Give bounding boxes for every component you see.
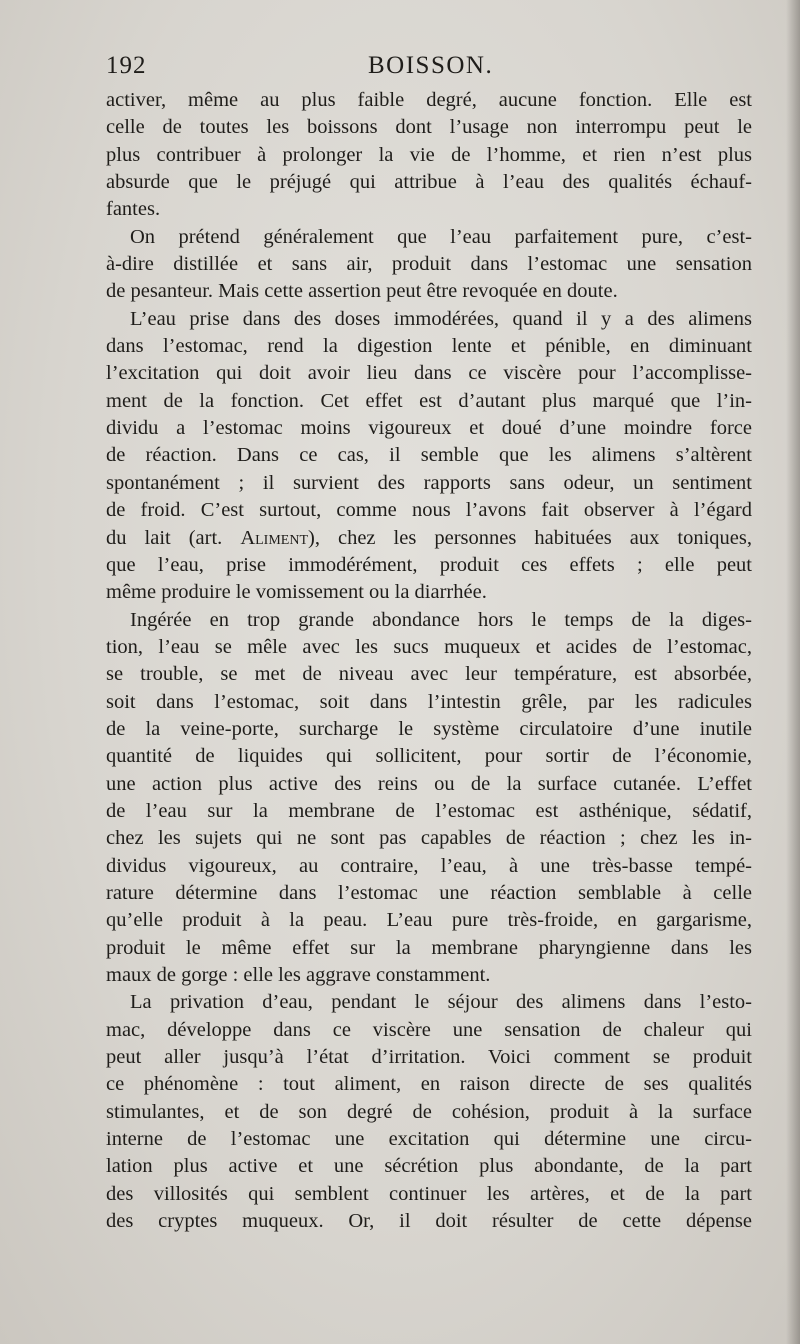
text-segment: stimulantes, et de son degré de cohésion, produit à la surface [106, 1100, 752, 1123]
article-reference: Aliment [240, 526, 309, 549]
text-segment: dividus vigoureux, au contraire, l’eau, à une très-basse tempé- [106, 854, 752, 877]
text-line [106, 251, 752, 278]
text-segment: soit dans l’estomac, soit dans l’intestin grêle, par les radicules [106, 690, 752, 713]
text-segment: peut aller jusqu’à l’état d’irritation. Voici comment se produit [106, 1046, 752, 1069]
text-line [106, 935, 752, 962]
text-segment: quantité de liquides qui sollicitent, pour sortir de l’économie, [106, 745, 752, 768]
text-segment: chez les sujets qui ne sont pas capables de réaction ; chez les in- [106, 827, 752, 850]
text-line [106, 1181, 752, 1208]
text-segment: tion, l’eau se mêle avec les sucs muqueux et acides de l’estomac, [106, 635, 752, 658]
text-line [106, 470, 752, 497]
text-line [106, 607, 752, 634]
text-line [106, 306, 752, 333]
text-segment: produit le même effet sur la membrane pharyngienne dans les [106, 936, 752, 959]
text-segment: l’excitation qui doit avoir lieu dans ce viscère pour l’accomplisse- [106, 362, 752, 385]
text-line [106, 1153, 752, 1180]
text-segment: L’eau prise dans des doses immodérées, quand il y a des alimens [130, 307, 752, 330]
text-line [106, 825, 752, 852]
text-line [106, 661, 752, 688]
text-segment: ment de la fonction. Cet effet est d’autant plus marqué que l’in- [106, 389, 752, 412]
text-line [106, 497, 752, 524]
text-segment: dividu a l’estomac moins vigoureux et doué d’une moindre force [106, 417, 752, 440]
text-segment: rature détermine dans l’estomac une réaction semblable à celle [106, 881, 752, 904]
text-segment: plus contribuer à prolonger la vie de l’homme, et rien n’est plus [106, 143, 752, 166]
text-segment: à-dire distillée et sans air, produit dans l’estomac une sensation [106, 253, 752, 276]
body-text [106, 87, 752, 1235]
text-segment: lation plus active et une sécrétion plus abondante, de la part [106, 1155, 752, 1178]
text-line [106, 798, 752, 825]
text-segment: une action plus active des reins ou de la surface cutanée. L’effet [106, 772, 752, 795]
text-line [106, 552, 752, 579]
text-line [106, 689, 752, 716]
text-segment: activer, même au plus faible degré, aucune fonction. Elle est [106, 89, 752, 111]
page-header [106, 52, 752, 86]
text-line [106, 1071, 752, 1098]
text-line [106, 114, 752, 141]
text-line [106, 169, 752, 196]
text-line [106, 989, 752, 1016]
text-line [106, 142, 752, 169]
text-line [106, 415, 752, 442]
text-line [106, 1044, 752, 1071]
text-line [106, 442, 752, 469]
text-line [106, 360, 752, 387]
text-segment: de la veine-porte, surcharge le système circulatoire d’une inutile [106, 717, 752, 740]
text-line [106, 388, 752, 415]
text-line [106, 1099, 752, 1126]
text-segment: que l’eau, prise immodérément, produit ces effets ; elle peut [106, 553, 752, 576]
text-segment: ), chez les personnes habituées aux toniques, [308, 526, 752, 549]
text-segment: du lait (art. [106, 526, 241, 549]
text-segment: Ingérée en trop grande abondance hors le temps de la diges- [130, 608, 752, 631]
text-line [106, 333, 752, 360]
text-line [106, 1208, 752, 1235]
text-segment: même produire le vomissement ou la diarrhée. [106, 581, 487, 604]
text-line [106, 1126, 752, 1153]
text-segment: fantes. [106, 198, 161, 221]
text-segment: de pesanteur. Mais cette assertion peut être revoquée en doute. [106, 280, 618, 303]
text-segment: interne de l’estomac une excitation qui détermine une circu- [106, 1128, 752, 1151]
text-segment: dans l’estomac, rend la digestion lente et pénible, en diminuant [106, 335, 752, 358]
text-segment: de froid. C’est surtout, comme nous l’avons fait observer à l’égard [106, 499, 752, 522]
text-segment: se trouble, se met de niveau avec leur température, est absorbée, [106, 663, 752, 686]
text-segment: celle de toutes les boissons dont l’usage non interrompu peut le [106, 116, 752, 139]
text-line [106, 87, 752, 114]
text-segment: des villosités qui semblent continuer les artères, et de la part [106, 1182, 752, 1205]
text-segment: de l’eau sur la membrane de l’estomac est asthénique, sédatif, [106, 799, 752, 822]
text-line [106, 771, 752, 798]
text-line [106, 224, 752, 251]
page-number: 192 [106, 52, 147, 79]
text-line [106, 196, 752, 223]
text-line [106, 853, 752, 880]
text-segment: absurde que le préjugé qui attribue à l’eau des qualités échauf- [106, 171, 752, 194]
text-segment: spontanément ; il survient des rapports sans odeur, un sentiment [106, 471, 752, 494]
text-line [106, 278, 752, 305]
text-line [106, 880, 752, 907]
text-line [106, 716, 752, 743]
text-line [106, 525, 752, 552]
text-segment: maux de gorge : elle les aggrave constamment. [106, 964, 491, 986]
text-line [106, 579, 752, 606]
text-segment: ce phénomène : tout aliment, en raison directe de ses qualités [106, 1073, 752, 1096]
text-segment: La privation d’eau, pendant le séjour des alimens dans l’esto- [130, 991, 752, 1014]
text-line [106, 1017, 752, 1044]
text-segment: On prétend généralement que l’eau parfaitement pure, c’est- [130, 225, 752, 248]
text-segment: de réaction. Dans ce cas, il semble que les alimens s’altèrent [106, 444, 752, 467]
text-segment: des cryptes muqueux. Or, il doit résulter de cette dépense [106, 1210, 752, 1233]
text-line [106, 962, 752, 989]
text-line [106, 743, 752, 770]
text-line [106, 634, 752, 661]
text-line [106, 907, 752, 934]
text-segment: qu’elle produit à la peau. L’eau pure très-froide, en gargarisme, [106, 909, 752, 932]
text-segment: mac, développe dans ce viscère une sensation de chaleur qui [106, 1018, 752, 1041]
running-title: BOISSON. [368, 52, 494, 79]
